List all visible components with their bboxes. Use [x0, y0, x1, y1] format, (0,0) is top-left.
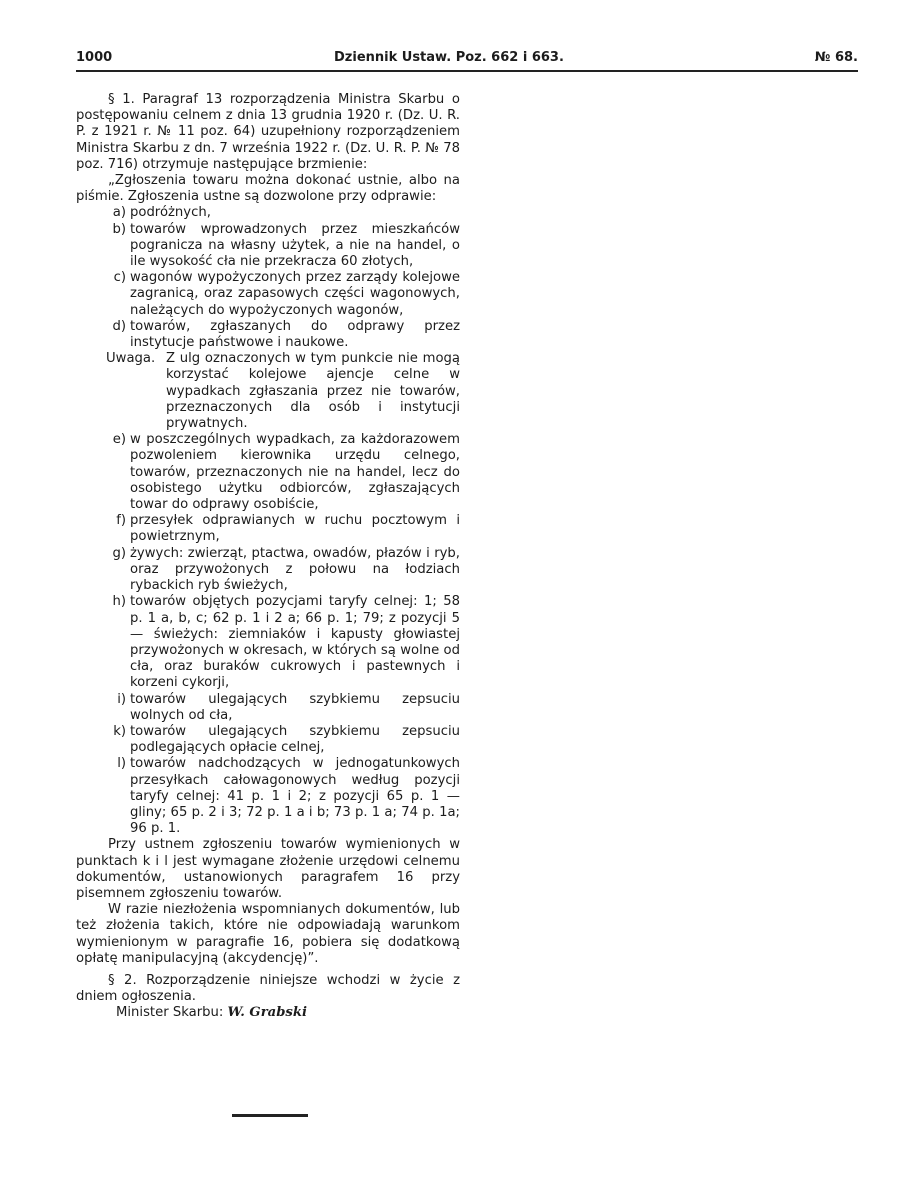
- item-text: towarów ulegających szybkiemu zepsuciu wolnych od cła,: [130, 691, 460, 723]
- end-rule: [232, 1114, 308, 1117]
- item-letter: l): [117, 756, 126, 772]
- list-item: [76, 546, 460, 595]
- note-block: [76, 351, 460, 432]
- item-text: towarów nadchodzących w jednogatunkowych przesyłkach całowagonowych według pozycji taryfy celnej: 41 p. 1 i 2; z pozycji 65 p. 1 — gliny; 65 p. 2 i 3; 72 p. 1 a i b; 73 p. 1 a; 74 p. 1a; 96 p. 1.: [130, 756, 460, 837]
- item-letter: f): [116, 513, 126, 529]
- section-2-paragraph: § 2. Rozporządzenie niniejsze wchodzi w życie z dniem ogłoszenia.: [76, 972, 460, 1005]
- journal-title: Dziennik Ustaw. Poz. 662 i 663.: [334, 50, 564, 65]
- list-item: [76, 222, 460, 271]
- quote-intro: „Zgłoszenia towaru można dokonać ustnie, albo na piśmie. Zgłoszenia ustne są dozwolone przy odprawie:: [76, 173, 460, 205]
- item-letter: h): [112, 594, 126, 610]
- item-text: towarów ulegających szybkiemu zepsuciu podlegających opłacie celnej,: [130, 723, 460, 756]
- list-item: [76, 756, 460, 837]
- list-item: [76, 513, 460, 545]
- note-text: Z ulg oznaczonych w tym punkcie nie mogą korzystać kolejowe ajencje celne w wypadkach zgłaszania przez nie towarów, przeznaczonych dla osób i instytucji prywatnych.: [166, 351, 460, 432]
- list-item: [76, 319, 460, 351]
- item-letter: i): [117, 691, 126, 707]
- item-text: wagonów wypożyczonych przez zarządy kolejowe zagranicą, oraz zapasowych części wagonowych, należących do wypożyczonych wagonów,: [130, 270, 460, 318]
- list-item: [76, 205, 460, 221]
- signature: [76, 1005, 460, 1021]
- item-text: żywych: zwierząt, ptactwa, owadów, płazów i ryb, oraz przywożonych z połowu na łodziach rybackich ryb świeżych,: [130, 545, 460, 594]
- item-letter: a): [112, 205, 126, 221]
- issue-number: № 68.: [814, 50, 858, 65]
- list-item: [76, 432, 460, 513]
- item-text: towarów objętych pozycjami taryfy celnej: 1; 58 p. 1 a, b, c; 62 p. 1 i 2 a; 66 p. 1; 79; z pozycji 5 — świeżych: ziemniaków i kapusty głowiastej przywożonych w okresach, w których są wolne od cła, oraz buraków cukrowych i pastewnych i korzeni cykorji,: [130, 594, 460, 691]
- item-text: towarów, zgłaszanych do odprawy przez instytucje państwowe i naukowe.: [130, 318, 460, 351]
- list-item: [76, 270, 460, 319]
- item-letter: g): [112, 545, 126, 561]
- list-item: [76, 724, 460, 756]
- signature-title: Minister Skarbu:: [116, 1005, 224, 1021]
- signature-name: W. Grabski: [227, 1005, 307, 1021]
- oral-declaration-paragraph: Przy ustnem zgłoszeniu towarów wymienionych w punktach k i l jest wymagane złożenie urzędowi celnemu dokumentów, ustanowionych paragrafem 16 przy pisemnem zgłoszeniu towarów.: [76, 837, 460, 901]
- item-text: przesyłek odprawianych w ruchu pocztowym i powietrznym,: [130, 513, 460, 545]
- document-column: [76, 92, 460, 1022]
- item-text: towarów wprowadzonych przez mieszkańców pogranicza na własny użytek, a nie na handel, o ile wysokość cła nie przekracza 60 złotych,: [130, 221, 460, 270]
- item-text: podróżnych,: [130, 205, 211, 221]
- note-label: Uwaga.: [106, 351, 156, 367]
- header-rule: [76, 70, 858, 72]
- item-letter: k): [113, 723, 126, 739]
- page-header: [76, 50, 858, 72]
- item-letter: d): [112, 318, 126, 334]
- list-item: [76, 692, 460, 724]
- item-text: w poszczególnych wypadkach, za każdorazowem pozwoleniem kierownika urzędu celnego, towarów, przeznaczonych nie na handel, lecz do osobistego użytku odbiorców, zgłaszających towar do odprawy osobiście,: [130, 432, 460, 513]
- section-1-paragraph: § 1. Paragraf 13 rozporządzenia Ministra Skarbu o postępowaniu celnem z dnia 13 grudnia 1920 r. (Dz. U. R. P. z 1921 r. № 11 poz. 64) uzupełniony rozporządzeniem Ministra Skarbu z dn. 7 września 1922 r. (Dz. U. R. P. № 78 poz. 716) otrzymuje następujące brzmienie:: [76, 92, 460, 172]
- item-letter: e): [112, 432, 126, 448]
- list-item: [76, 594, 460, 691]
- page-number: 1000: [76, 50, 113, 65]
- item-letter: c): [113, 270, 126, 286]
- item-letter: b): [112, 221, 126, 237]
- fee-paragraph: W razie niezłożenia wspomnianych dokumentów, lub też złożenia takich, które nie odpowiadają warunkom wymienionym w paragrafie 16, pobiera się dodatkową opłatę manipulacyjną (akcydencję)”.: [76, 902, 460, 966]
